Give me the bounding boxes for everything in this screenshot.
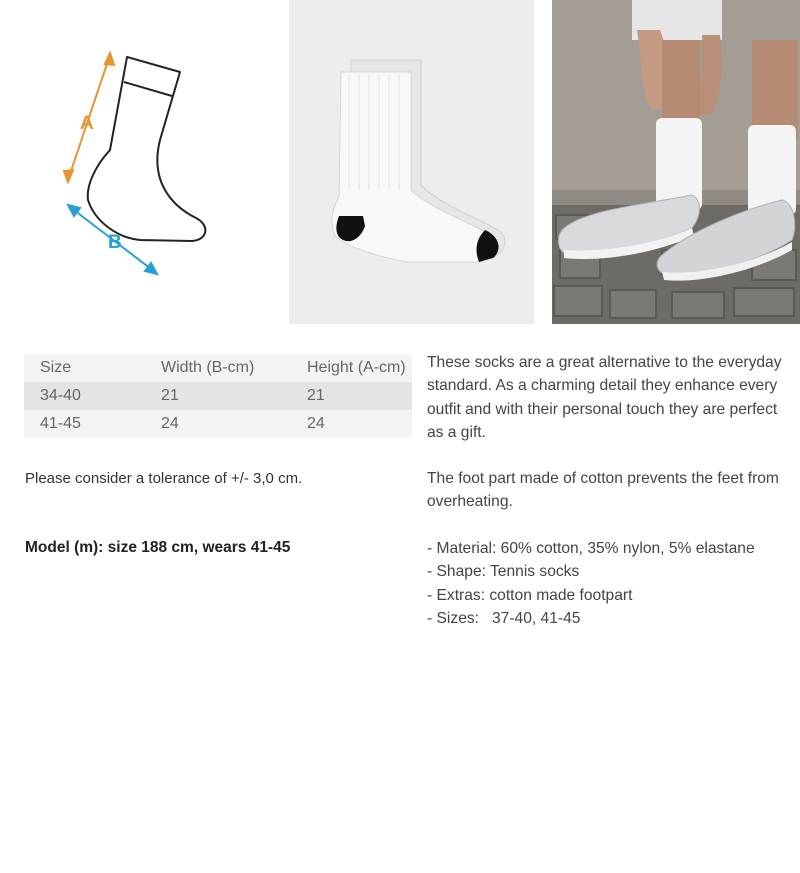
model-note: Model (m): size 188 cm, wears 41-45: [25, 539, 291, 556]
spec-material: - Material: 60% cotton, 35% nylon, 5% elastane: [427, 540, 755, 557]
table-row: [24, 410, 412, 438]
size-table: [24, 354, 412, 438]
size-table-header-row: [24, 354, 412, 382]
cell-size: 41-45: [24, 410, 145, 438]
spec-shape: - Shape: Tennis socks: [427, 563, 580, 581]
cell-size: 34-40: [24, 382, 145, 410]
description-paragraph-2: The foot part made of cotton prevents the feet from overheating.: [427, 470, 779, 511]
header-width: Width (B-cm): [145, 354, 291, 382]
model-photo: [552, 0, 800, 324]
spec-sizes: - Sizes: 37-40, 41-45: [427, 609, 581, 627]
cell-height: 21: [291, 382, 412, 410]
spec-extras: - Extras: cotton made footpart: [427, 586, 633, 604]
tolerance-note: Please consider a tolerance of +/- 3,0 cm.: [25, 470, 303, 487]
product-image: [289, 0, 534, 324]
sock-size-diagram: [0, 0, 280, 324]
header-size: Size: [24, 354, 145, 382]
spec-list: [427, 537, 797, 630]
description-paragraph-1: These socks are a great alternative to the everyday standard. As a charming detail they enhance every outfit and with their personal touch they are perfect as a gift.: [427, 354, 782, 441]
table-row: [24, 382, 412, 410]
cell-width: 24: [145, 410, 291, 438]
cell-height: 24: [291, 410, 412, 438]
cell-width: 21: [145, 382, 291, 410]
header-height: Height (A-cm): [291, 354, 412, 382]
dimension-b-label: B: [108, 232, 122, 253]
sock-outline: [88, 57, 206, 241]
dimension-a-label: A: [80, 113, 94, 134]
